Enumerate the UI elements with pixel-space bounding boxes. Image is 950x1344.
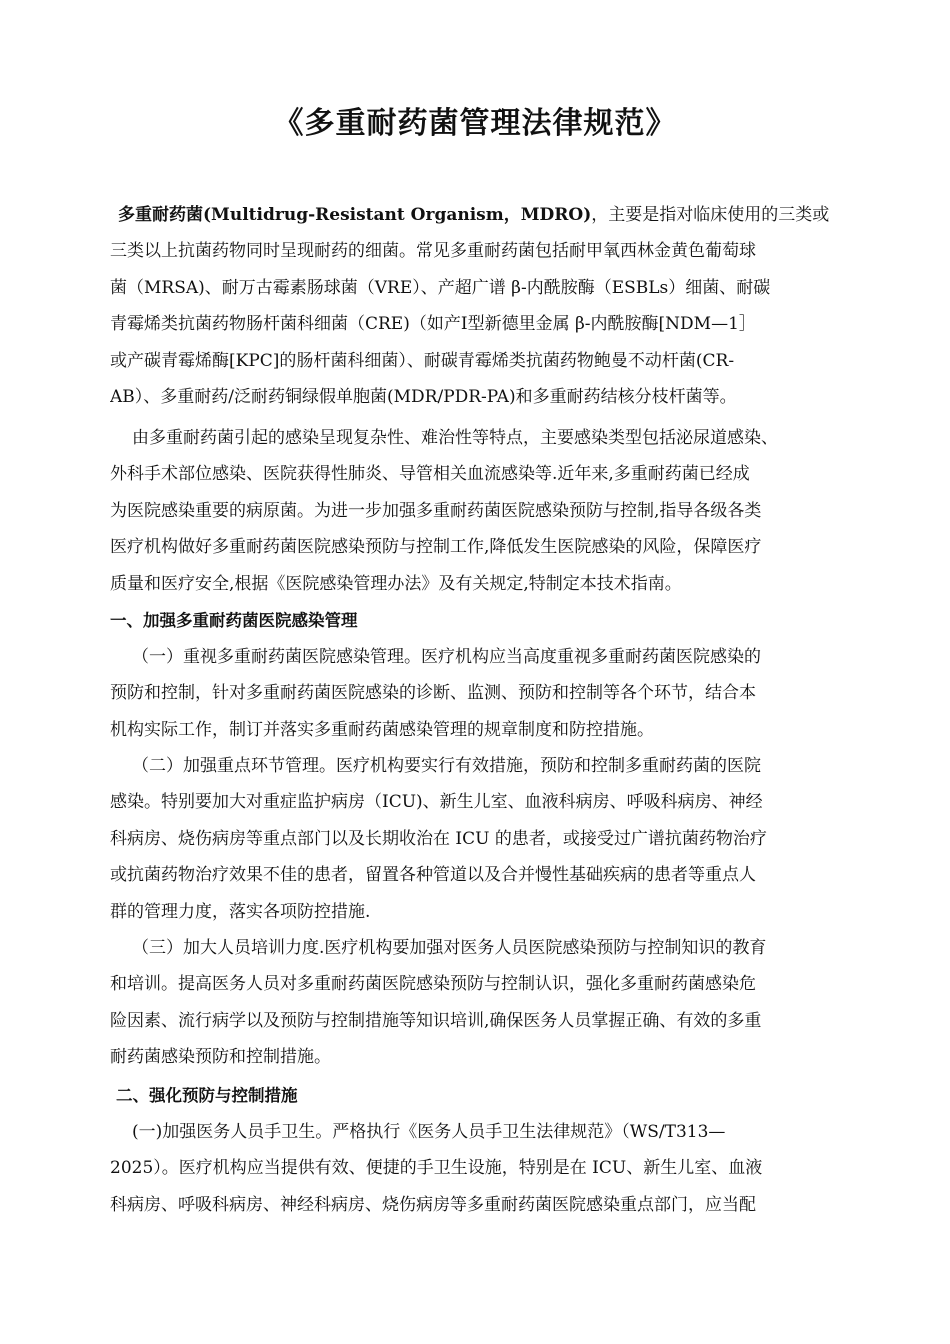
s2p1-line-3: 科病房、呼吸科病房、神经科病房、烧伤病房等多重耐药菌医院感染重点部门，应当配 (110, 1194, 756, 1215)
background-line-3: 为医院感染重要的病原菌。为进一步加强多重耐药菌医院感染预防与控制,指导各级各类 (110, 500, 762, 521)
background-line-4: 医疗机构做好多重耐药菌医院感染预防与控制工作,降低发生医院感染的风险，保障医疗 (110, 537, 762, 558)
intro-line-3: 菌（MRSA)、耐万古霉素肠球菌（VRE）、产超广谱 β-内酰胺酶（ESBLs）细菌、耐碳 (110, 277, 771, 298)
s1p3-line-1: （三）加大人员培训力度.医疗机构要加强对医务人员医院感染预防与控制知识的教育 (132, 938, 767, 958)
s1p2-line-1: （二）加强重点环节管理。医疗机构要实行有效措施，预防和控制多重耐药菌的医院 (132, 756, 761, 776)
intro-paragraph (110, 197, 845, 415)
s1p1-line-3: 机构实际工作，制订并落实多重耐药菌感染管理的规章制度和防控措施。 (110, 719, 654, 740)
intro-line-1 (110, 197, 845, 233)
s1p2-line-2: 感染。特别要加大对重症监护病房（ICU)、新生儿室、血液科病房、呼吸科病房、神经 (110, 792, 763, 813)
s1p2-line-5: 群的管理力度，落实各项防控措施. (110, 901, 371, 922)
section-1-paragraph-2 (110, 748, 845, 930)
s1p3-line-2: 和培训。提高医务人员对多重耐药菌医院感染预防与控制认识，强化多重耐药菌感染危 (110, 974, 756, 995)
intro-line-5: 或产碳青霉烯酶[KPC]的肠杆菌科细菌）、耐碳青霉烯类抗菌药物鲍曼不动杆菌(CR- (110, 350, 735, 371)
document-title: 《多重耐药菌管理法律规范》 (273, 106, 677, 141)
background-line-2: 外科手术部位感染、医院获得性肺炎、导管相关血流感染等.近年来,多重耐药菌已经成 (110, 464, 750, 485)
s1p1-line-1: （一）重视多重耐药菌医院感染管理。医疗机构应当高度重视多重耐药菌医院感染的 (132, 647, 761, 667)
s1p3-line-3: 险因素、流行病学以及预防与控制措施等知识培训,确保医务人员掌握正确、有效的多重 (110, 1010, 762, 1031)
background-line-1: 由多重耐药菌引起的感染呈现复杂性、难治性等特点，主要感染类型包括泌尿道感染、 (132, 428, 778, 448)
s1p3-line-4: 耐药菌感染预防和控制措施。 (110, 1047, 331, 1068)
s2p1-line-1: (一)加强医务人员手卫生。严格执行《医务人员手卫生法律规范》（WS/T313— (132, 1122, 726, 1142)
intro-line-1-rest: ，主要是指对临床使用的三类或 (591, 205, 830, 225)
background-line-5: 质量和医疗安全,根据《医院感染管理办法》及有关规定,特制定本技术指南。 (110, 573, 682, 594)
s1p2-line-4: 或抗菌药物治疗效果不佳的患者，留置各种管道以及合并慢性基础疾病的患者等重点人 (110, 865, 756, 886)
section-2-paragraph-1 (110, 1114, 845, 1223)
intro-line-2: 三类以上抗菌药物同时呈现耐药的细菌。常见多重耐药菌包括耐甲氧西林金黄色葡萄球 (110, 241, 756, 262)
background-paragraph (110, 420, 845, 602)
section-1-paragraph-3 (110, 930, 845, 1076)
s2p1-line-2: 2025）。医疗机构应当提供有效、便捷的手卫生设施，特别是在 ICU、新生儿室、血液 (110, 1158, 763, 1179)
s1p1-line-2: 预防和控制，针对多重耐药菌医院感染的诊断、监测、预防和控制等各个环节，结合本 (110, 683, 756, 704)
section-2-heading: 二、强化预防与控制措施 (116, 1086, 298, 1105)
s1p2-line-3: 科病房、烧伤病房等重点部门以及长期收治在 ICU 的患者，或接受过广谱抗菌药物治疗 (110, 828, 767, 849)
intro-line-6: AB）、多重耐药/泛耐药铜绿假单胞菌(MDR/PDR-PA)和多重耐药结核分枝杆菌等。 (110, 387, 737, 408)
section-1-heading: 一、加强多重耐药菌医院感染管理 (110, 611, 358, 630)
section-1-paragraph-1 (110, 639, 845, 748)
mdro-term: 多重耐药菌(Multidrug-Resistant Organism，MDRO) (118, 205, 592, 225)
intro-line-4: 青霉烯类抗菌药物肠杆菌科细菌（CRE)（如产Ⅰ型新德里金属 β-内酰胺酶[NDM—1］ (110, 314, 756, 335)
